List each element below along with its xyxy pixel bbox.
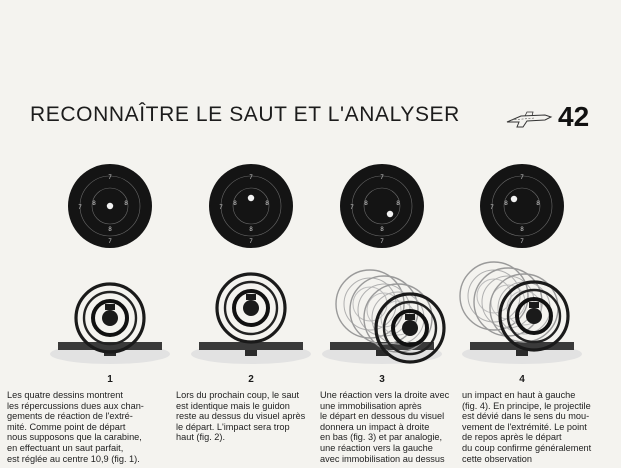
target-ring-label: 8 — [265, 201, 269, 207]
target-ring-label: 7 — [78, 205, 82, 211]
target-ring-label: 7 — [520, 239, 524, 245]
rear-sight-icon — [452, 256, 592, 366]
sight-ring — [76, 284, 144, 352]
impact-mark — [511, 196, 517, 202]
impact-mark — [248, 195, 254, 201]
target-icon — [40, 158, 180, 256]
target-ring-label: 8 — [124, 201, 128, 207]
target-icon — [181, 158, 321, 256]
target-ring-label: 8 — [364, 201, 368, 207]
figure-caption: un impact en haut à gauche (fig. 4). En principe, le projectile est dévié dans le sens du mou- vement de l'extrémité. Le point de repos après le départ du coup confirme généralement cette observation — [462, 390, 592, 464]
target-ring-label: 8 — [504, 201, 508, 207]
figure-caption: Les quatre dessins montrent les répercussions dues aux chan- gements de réaction de l'extré- mité. Comme point de départ nous supposons que la carabine, en effectuant un saut parfait, est réglée au centre 10,9 (fig. 1). — [7, 390, 144, 464]
target-ring-label: 8 — [380, 227, 384, 233]
target-ring-label: 8 — [108, 227, 112, 233]
page-title: RECONNAÎTRE LE SAUT ET L'ANALYSER — [30, 103, 460, 126]
figure-panel-3 — [312, 158, 452, 468]
target-ring-label: 8 — [249, 227, 253, 233]
figure-number: 2 — [248, 374, 254, 385]
rear-sight-icon — [312, 256, 452, 366]
rear-sight-icon — [181, 256, 321, 366]
pistol-logo-icon — [505, 108, 553, 132]
target-ring-label: 7 — [108, 239, 112, 245]
target-ring-label: 8 — [536, 201, 540, 207]
target-ring-label: 7 — [219, 205, 223, 211]
sight-ring — [217, 274, 285, 342]
figure-panel-1 — [7, 158, 180, 468]
target-ring-label: 7 — [520, 175, 524, 181]
target-ring-label: 7 — [490, 205, 494, 211]
target-icon — [312, 158, 452, 256]
figure-panel-4 — [452, 158, 592, 468]
target-ring-label: 7 — [350, 205, 354, 211]
target-ring-label: 7 — [380, 239, 384, 245]
target-ring-label: 8 — [396, 201, 400, 207]
figure-number: 4 — [519, 374, 525, 385]
target-ring-label: 7 — [249, 239, 253, 245]
figure-panel-2 — [176, 158, 321, 468]
target-ring-label: 8 — [92, 201, 96, 207]
target-ring-label: 7 — [249, 175, 253, 181]
target-ring-label: 8 — [520, 227, 524, 233]
target-ring-label: 7 — [108, 175, 112, 181]
impact-mark — [107, 203, 113, 209]
figure-number: 1 — [107, 374, 113, 385]
target-ring-label: 7 — [380, 175, 384, 181]
rear-sight-icon — [40, 256, 180, 366]
figure-caption: Une réaction vers la droite avec une immobilisation après le départ en dessous du visuel donnera un impact à droite en bas (fig. 3) et par analogie, une réaction vers la gauche avec immobilisation au dessus — [320, 390, 450, 464]
figure-number: 3 — [379, 374, 385, 385]
figure-caption: Lors du prochain coup, le saut est identique mais le guidon reste au dessus du visuel après le départ. L'impact sera trop haut (fig. 2). — [176, 390, 306, 443]
target-icon — [452, 158, 592, 256]
impact-mark — [387, 211, 393, 217]
target-ring-label: 8 — [233, 201, 237, 207]
page-number: 42 — [558, 101, 590, 132]
